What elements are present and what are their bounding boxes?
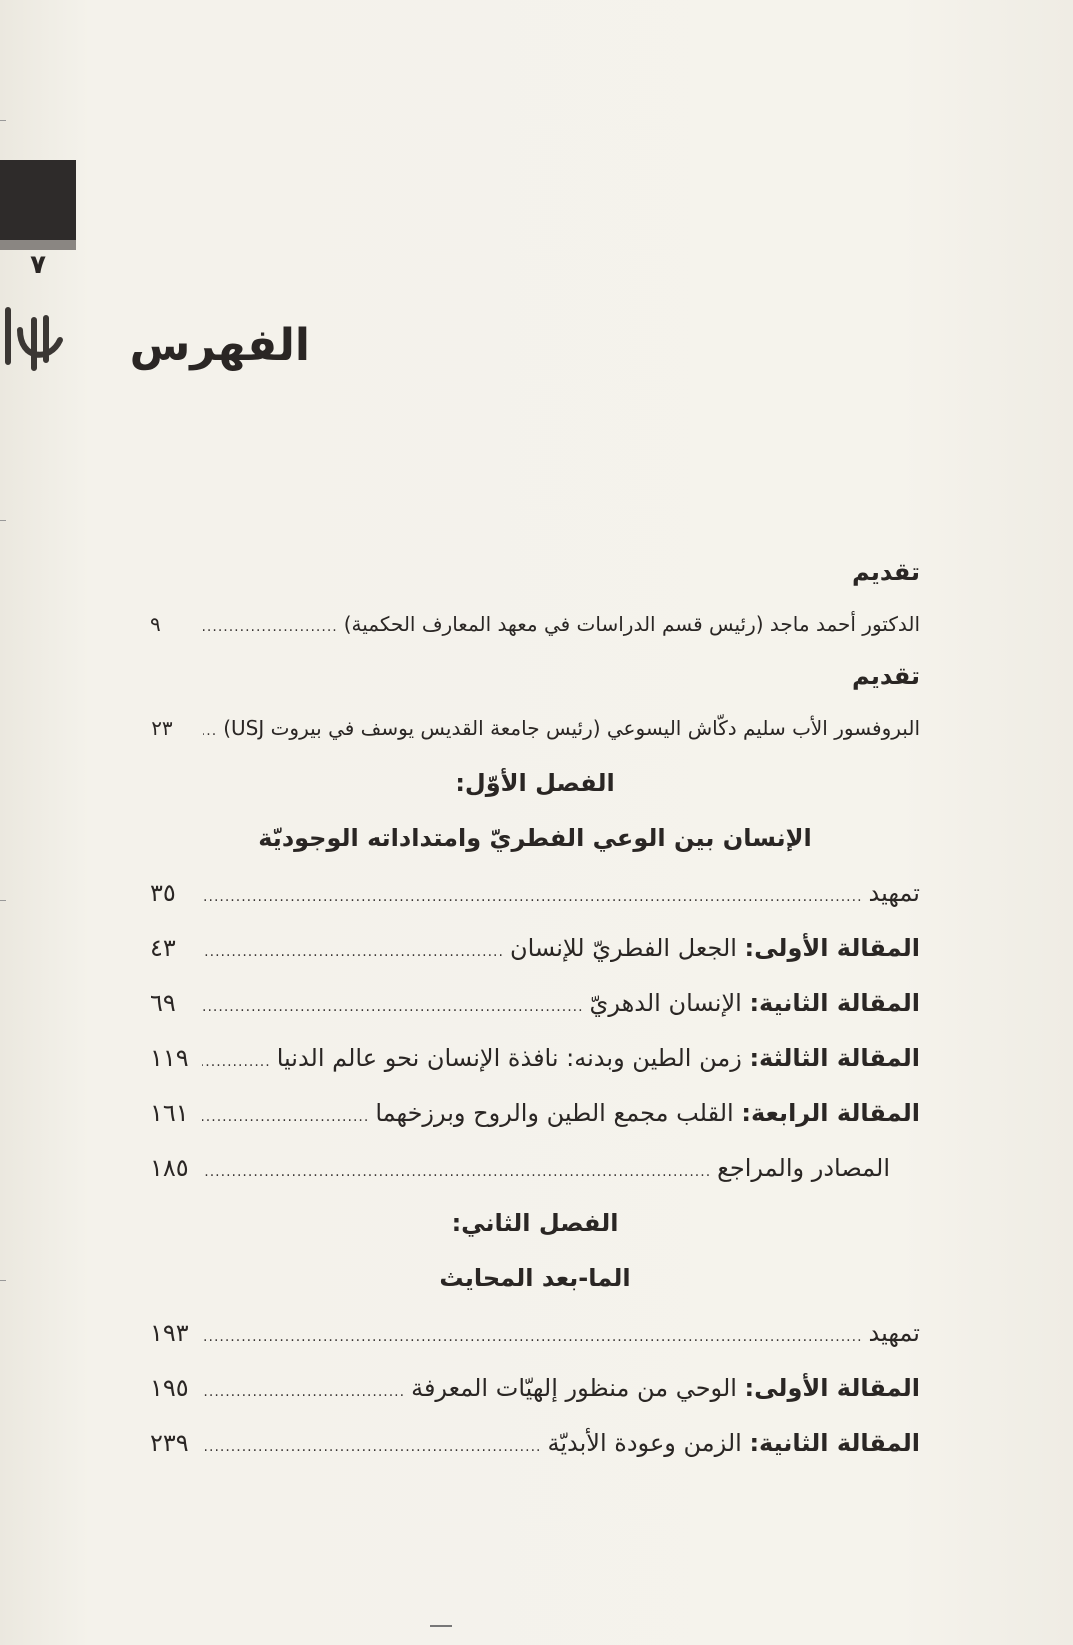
- toc-entry: [150, 1086, 920, 1141]
- toc-entry: [150, 921, 920, 976]
- leader-dots: [202, 1090, 369, 1145]
- chapter-1-title: الإنسان بين الوعي الفطريّ وامتداداته الوجوديّة: [258, 824, 812, 852]
- page-title: الفهرس: [129, 320, 310, 371]
- entry-text: المقالة الثانية: الإنسان الدهريّ: [589, 989, 920, 1017]
- edge-mark: [0, 120, 6, 121]
- entry-page: ٩: [150, 612, 161, 636]
- entry-page: ١٩٥: [150, 1374, 189, 1402]
- series-logo-mark: [0, 300, 70, 372]
- toc-entry-preface-1: [150, 596, 920, 652]
- leader-dots: [202, 1145, 711, 1200]
- toc-entry: [150, 866, 920, 921]
- chapter-thumb-tab: [0, 160, 76, 240]
- toc-entry: [150, 1306, 920, 1361]
- leader-dots: [202, 1035, 271, 1090]
- entry-page: ٢٣: [151, 716, 173, 740]
- edge-mark: [0, 520, 6, 521]
- toc-entry: [150, 1361, 920, 1416]
- preface-heading-1: تقديم: [852, 558, 920, 586]
- toc-entry: [150, 976, 920, 1031]
- toc-entry: [150, 1416, 920, 1471]
- leader-dots: [202, 980, 584, 1035]
- entry-text: الدكتور أحمد ماجد (رئيس قسم الدراسات في معهد المعارف الحكمية): [343, 612, 920, 636]
- edge-mark: [0, 900, 6, 901]
- entry-text: المقالة الثانية: الزمن وعودة الأبديّة: [547, 1429, 920, 1457]
- leader-dots: [202, 599, 338, 655]
- edge-mark: [0, 1280, 6, 1281]
- leader-dots: [202, 925, 504, 980]
- entry-page: ٤٣: [150, 934, 176, 962]
- entry-text: المقالة الرابعة: القلب مجمع الطين والروح وبرزخهما: [375, 1099, 920, 1127]
- table-of-contents: [150, 548, 920, 1471]
- toc-entry-sources: [150, 1141, 920, 1196]
- entry-page: ١١٩: [150, 1044, 189, 1072]
- footer-mark: [430, 1625, 452, 1627]
- entry-text: المقالة الأولى: الوحي من منظور إلهيّات المعرفة: [411, 1374, 920, 1402]
- entry-page: ٦٩: [150, 989, 176, 1017]
- leader-dots: [203, 703, 217, 759]
- entry-page: ١٨٥: [150, 1154, 189, 1182]
- chapter-1-label: الفصل الأوّل:: [455, 769, 615, 797]
- toc-entry-preface-2: [150, 700, 920, 756]
- leader-dots: [202, 1365, 405, 1420]
- entry-page: ١٩٣: [150, 1319, 189, 1347]
- entry-page: ٢٣٩: [150, 1429, 189, 1457]
- entry-text: المصادر والمراجع: [717, 1154, 890, 1182]
- toc-entry: [150, 1031, 920, 1086]
- entry-text: تمهيد: [868, 879, 920, 907]
- chapter-2-label: الفصل الثاني:: [451, 1209, 619, 1237]
- chapter-2-title: الما-بعد المحايث: [439, 1264, 631, 1292]
- leader-dots: [202, 1310, 863, 1365]
- entry-page: ١٦١: [150, 1099, 189, 1127]
- entry-text: البروفسور الأب سليم دكّاش اليسوعي (رئيس جامعة القديس يوسف في بيروت USJ): [223, 716, 920, 740]
- entry-text: تمهيد: [868, 1319, 920, 1347]
- preface-heading-2: تقديم: [852, 662, 920, 690]
- entry-page: ٣٥: [150, 879, 176, 907]
- page-number: ٧: [30, 250, 46, 280]
- leader-dots: [202, 1420, 541, 1475]
- entry-text: المقالة الأولى: الجعل الفطريّ للإنسان: [509, 934, 920, 962]
- leader-dots: [202, 870, 863, 925]
- entry-text: المقالة الثالثة: زمن الطين وبدنه: نافذة الإنسان نحو عالم الدنيا: [276, 1044, 920, 1072]
